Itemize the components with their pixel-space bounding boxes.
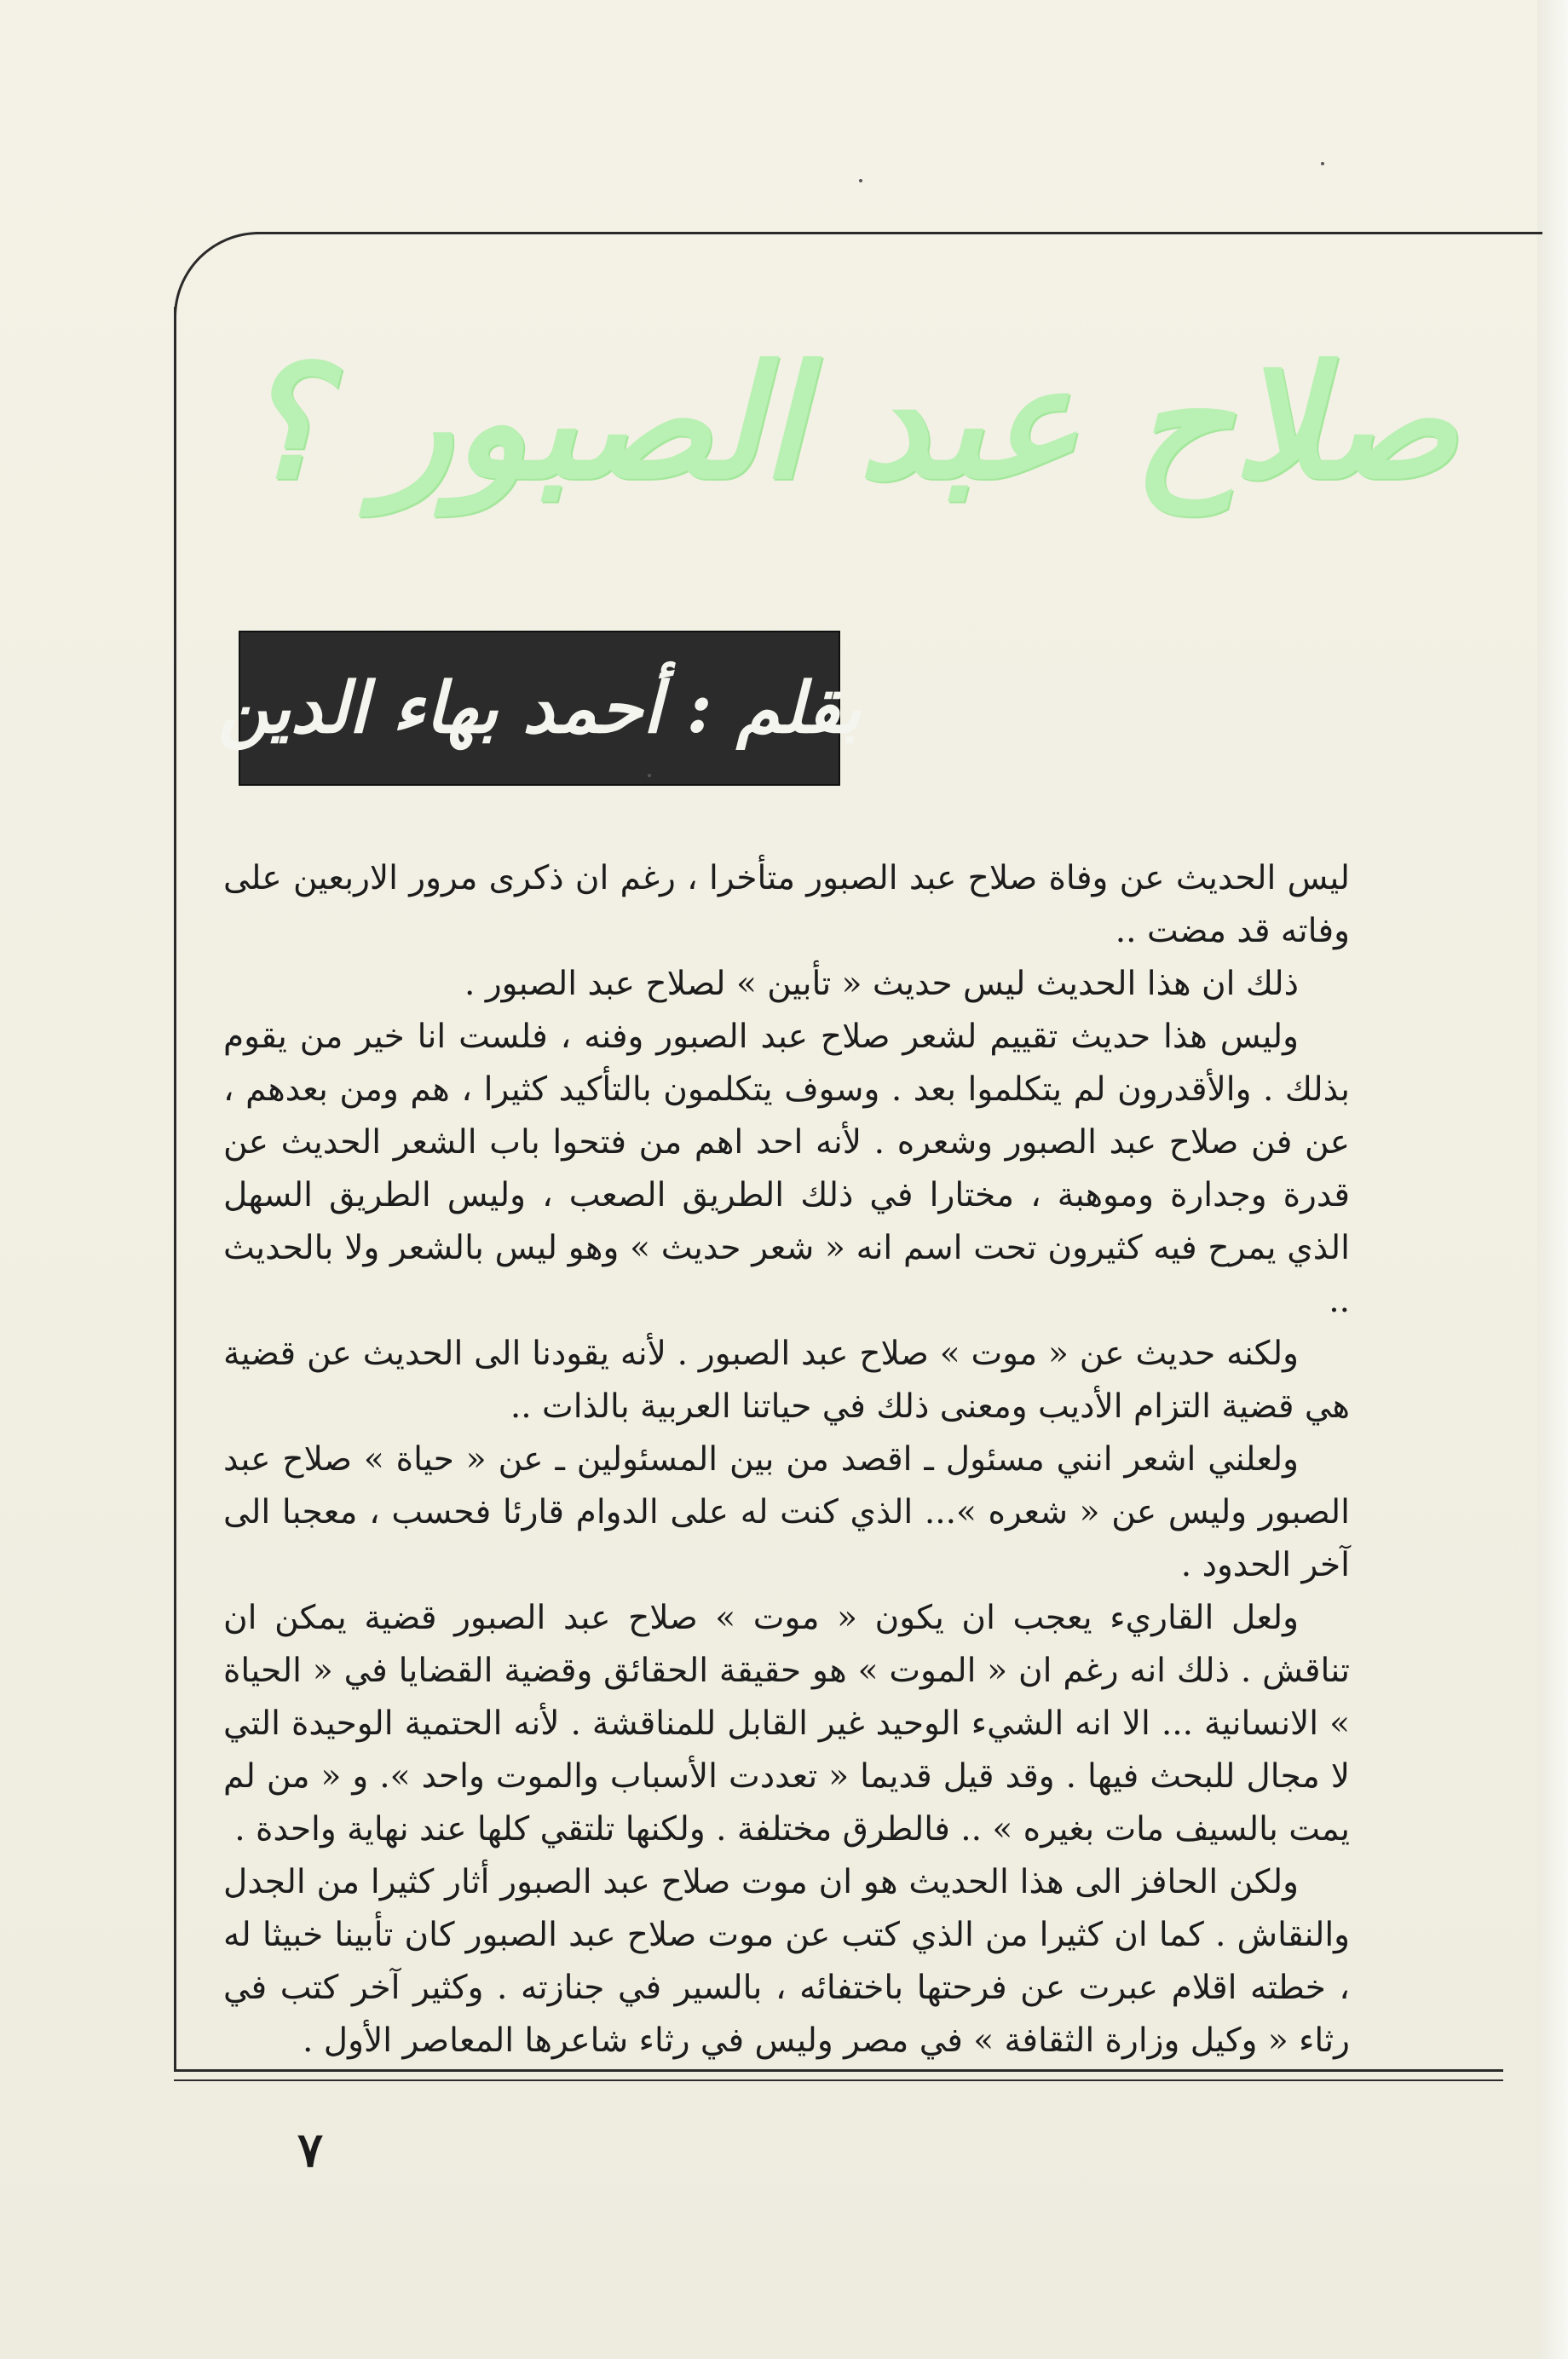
frame-top-rule bbox=[256, 232, 1542, 234]
title-area bbox=[240, 281, 1457, 605]
paper-speck bbox=[1321, 162, 1324, 165]
paragraph: ولكن الحافز الى هذا الحديث هو ان موت صلاح عبد الصبور أثار كثيرا من الجدل والنقاش . كما ان كثيرا من الذي كتب عن موت صلاح عبد الصبور كان تأبينا خبيثا له ، خطته اقلام عبرت عن فرحتها باختفائه ، بالسير في جنازته . وكثير آخر كتب في رثاء « وكيل وزارة الثقافة » في مصر وليس في رثاء شاعرها المعاصر الأول . bbox=[223, 1863, 1350, 2060]
byline: بقلم : أحمد بهاء الدين bbox=[217, 667, 862, 749]
page-number: ٧ bbox=[297, 2122, 324, 2178]
byline-box bbox=[217, 631, 862, 786]
paragraph: ليس الحديث عن وفاة صلاح عبد الصبور متأخرا ، رغم ان ذكرى مرور الاربعين على وفاته قد مضت .. bbox=[223, 859, 1350, 950]
article-body bbox=[223, 852, 1350, 2068]
paragraph: ذلك ان هذا الحديث ليس حديث « تأبين » لصلاح عبد الصبور . bbox=[464, 965, 1299, 1003]
paper-speck bbox=[859, 179, 862, 182]
paragraph: ولكنه حديث عن « موت » صلاح عبد الصبور . لأنه يقودنا الى الحديث عن قضية هي قضية التزام الأديب ومعنى ذلك في حياتنا العربية بالذات .. bbox=[223, 1335, 1350, 1426]
paragraph: وليس هذا حديث تقييم لشعر صلاح عبد الصبور وفنه ، فلست انا خير من يقوم بذلك . والأقدرون لم يتكلموا بعد . وسوف يتكلمون بالتأكيد كثيرا ، هم ومن بعدهم ، عن فن صلاح عبد الصبور وشعره . لأنه احد اهم من فتحوا باب الشعر الحديث عن قدرة وجدارة وموهبة ، مختارا في ذلك الطريق الصعب ، وليس الطريق السهل الذي يمرح فيه كثيرون تحت اسم انه « شعر حديث » وهو ليس بالشعر ولا بالحديث .. bbox=[223, 1018, 1350, 1320]
article-title: صلاح عبد الصبور ؟ bbox=[240, 331, 1457, 513]
frame-bottom-rule bbox=[174, 2069, 1503, 2072]
paper-speck bbox=[648, 774, 651, 777]
frame-bottom-rule-thin bbox=[174, 2079, 1503, 2081]
frame-left-rule bbox=[174, 307, 176, 2071]
paragraph: ولعلني اشعر انني مسئول ـ اقصد من بين المسئولين ـ عن « حياة » صلاح عبد الصبور وليس عن « شعره »... الذي كنت له على الدوام قارئا فحسب ، معجبا الى آخر الحدود . bbox=[223, 1440, 1350, 1584]
page-edge bbox=[1537, 0, 1568, 2359]
paragraph: ولعل القاريء يعجب ان يكون « موت » صلاح عبد الصبور قضية يمكن ان تناقش . ذلك انه رغم ان « الموت » هو حقيقة الحقائق وقضية القضايا في « الحياة » الانسانية ... الا انه الشيء الوحيد غير القابل للمناقشة . لأنه الحتمية الوحيدة التي لا مجال للبحث فيها . وقد قيل قديما « تعددت الأسباب والموت واحد ». و « من لم يمت بالسيف مات بغيره » .. فالطرق مختلفة . ولكنها تلتقي كلها عند نهاية واحدة . bbox=[223, 1599, 1350, 1849]
